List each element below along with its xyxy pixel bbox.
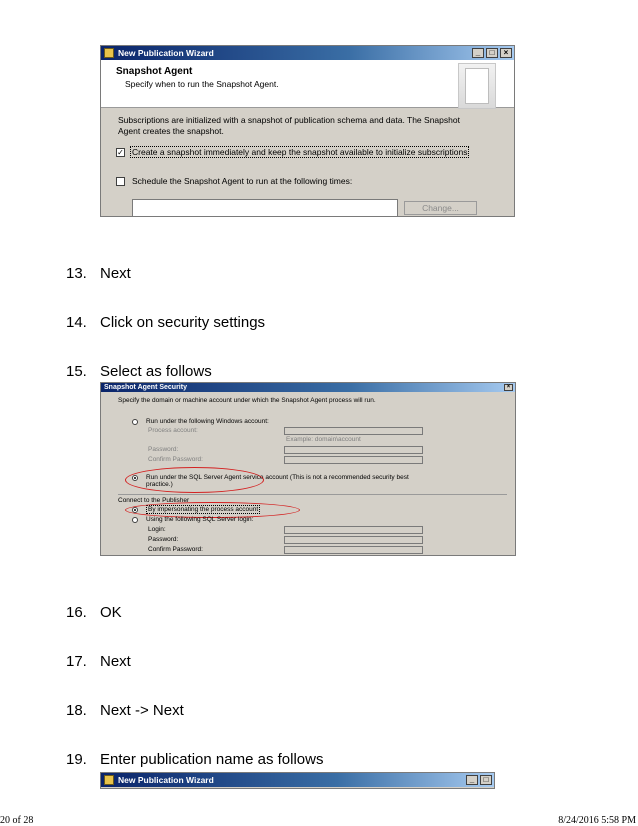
security-close-button[interactable]: × — [504, 384, 513, 391]
step-14: 14. Click on security settings — [66, 314, 266, 331]
process-account-input[interactable] — [284, 427, 423, 435]
page-number: 20 of 28 — [0, 815, 34, 826]
login-label: Login: — [148, 526, 166, 533]
wizard3-minimize-button[interactable]: _ — [466, 775, 478, 785]
login-confirm-input[interactable] — [284, 546, 423, 554]
wizard3-title: New Publication Wizard — [118, 775, 214, 785]
login-password-label: Password: — [148, 536, 179, 543]
confirm-password-label: Confirm Password: — [148, 456, 203, 463]
windows-account-label: Run under the following Windows account: — [146, 418, 269, 425]
wizard-titlebar — [101, 46, 514, 60]
wizard3-maximize-button[interactable]: □ — [480, 775, 492, 785]
description-line-1: Subscriptions are initialized with a snapshot of publication schema and data. The Snapshot — [118, 115, 460, 125]
minimize-button[interactable]: _ — [472, 48, 484, 58]
schedule-agent-label: Schedule the Snapshot Agent to run at the following times: — [132, 176, 353, 186]
step-17: 17. Next — [66, 653, 131, 670]
sql-login-radio[interactable] — [132, 517, 138, 523]
maximize-button[interactable]: □ — [486, 48, 498, 58]
windows-account-radio[interactable] — [132, 419, 138, 425]
login-password-input[interactable] — [284, 536, 423, 544]
snapshot-agent-wizard-window — [100, 45, 515, 217]
close-button[interactable]: × — [500, 48, 512, 58]
header-subtitle: Specify when to run the Snapshot Agent. — [125, 79, 279, 89]
header-title: Snapshot Agent — [116, 66, 193, 77]
annotation-circle-sql-agent — [125, 467, 264, 493]
wizard3-app-icon — [104, 775, 114, 785]
wizard-app-icon — [104, 48, 114, 58]
description-line-2: Agent creates the snapshot. — [118, 126, 224, 136]
security-intro: Specify the domain or machine account under which the Snapshot Agent process will run. — [118, 397, 376, 404]
create-snapshot-checkbox[interactable]: ✓ — [117, 148, 124, 157]
process-account-label: Process account: — [148, 427, 198, 434]
sql-login-label: Using the following SQL Server login: — [146, 516, 254, 523]
schedule-agent-checkbox[interactable] — [116, 177, 125, 186]
confirm-password-input[interactable] — [284, 456, 423, 464]
login-input[interactable] — [284, 526, 423, 534]
publication-name-wizard-window — [100, 772, 495, 789]
step-13: 13. Next — [66, 265, 131, 282]
schedule-field — [132, 199, 398, 217]
step-18: 18. Next -> Next — [66, 702, 184, 719]
step-16: 16. OK — [66, 604, 122, 621]
password-label: Password: — [148, 446, 179, 453]
wizard-graphic-icon — [458, 63, 496, 109]
security-titlebar — [101, 383, 515, 392]
password-input[interactable] — [284, 446, 423, 454]
wizard-header — [101, 60, 514, 108]
wizard-title: New Publication Wizard — [118, 48, 214, 58]
step-19: 19. Enter publication name as follows — [66, 751, 324, 768]
change-button[interactable]: Change... — [404, 201, 477, 215]
step-15: 15. Select as follows — [66, 363, 212, 380]
section-divider — [118, 494, 507, 495]
sql-agent-account-label-1: Run under the SQL Server Agent service account (This is not a recommended security best — [146, 474, 409, 481]
sql-agent-account-label-2: practice.) — [146, 481, 173, 488]
snapshot-agent-security-dialog — [100, 382, 516, 556]
connect-publisher-heading: Connect to the Publisher — [118, 497, 190, 504]
wizard3-titlebar — [101, 773, 494, 787]
example-hint: Example: domain\account — [286, 436, 361, 443]
login-confirm-label: Confirm Password: — [148, 546, 203, 553]
impersonate-label: By impersonating the process account — [148, 506, 259, 513]
print-timestamp: 8/24/2016 5:58 PM — [558, 815, 636, 826]
create-snapshot-label: Create a snapshot immediately and keep the snapshot available to initialize subscriptions — [132, 147, 468, 157]
security-title: Snapshot Agent Security — [104, 384, 187, 391]
